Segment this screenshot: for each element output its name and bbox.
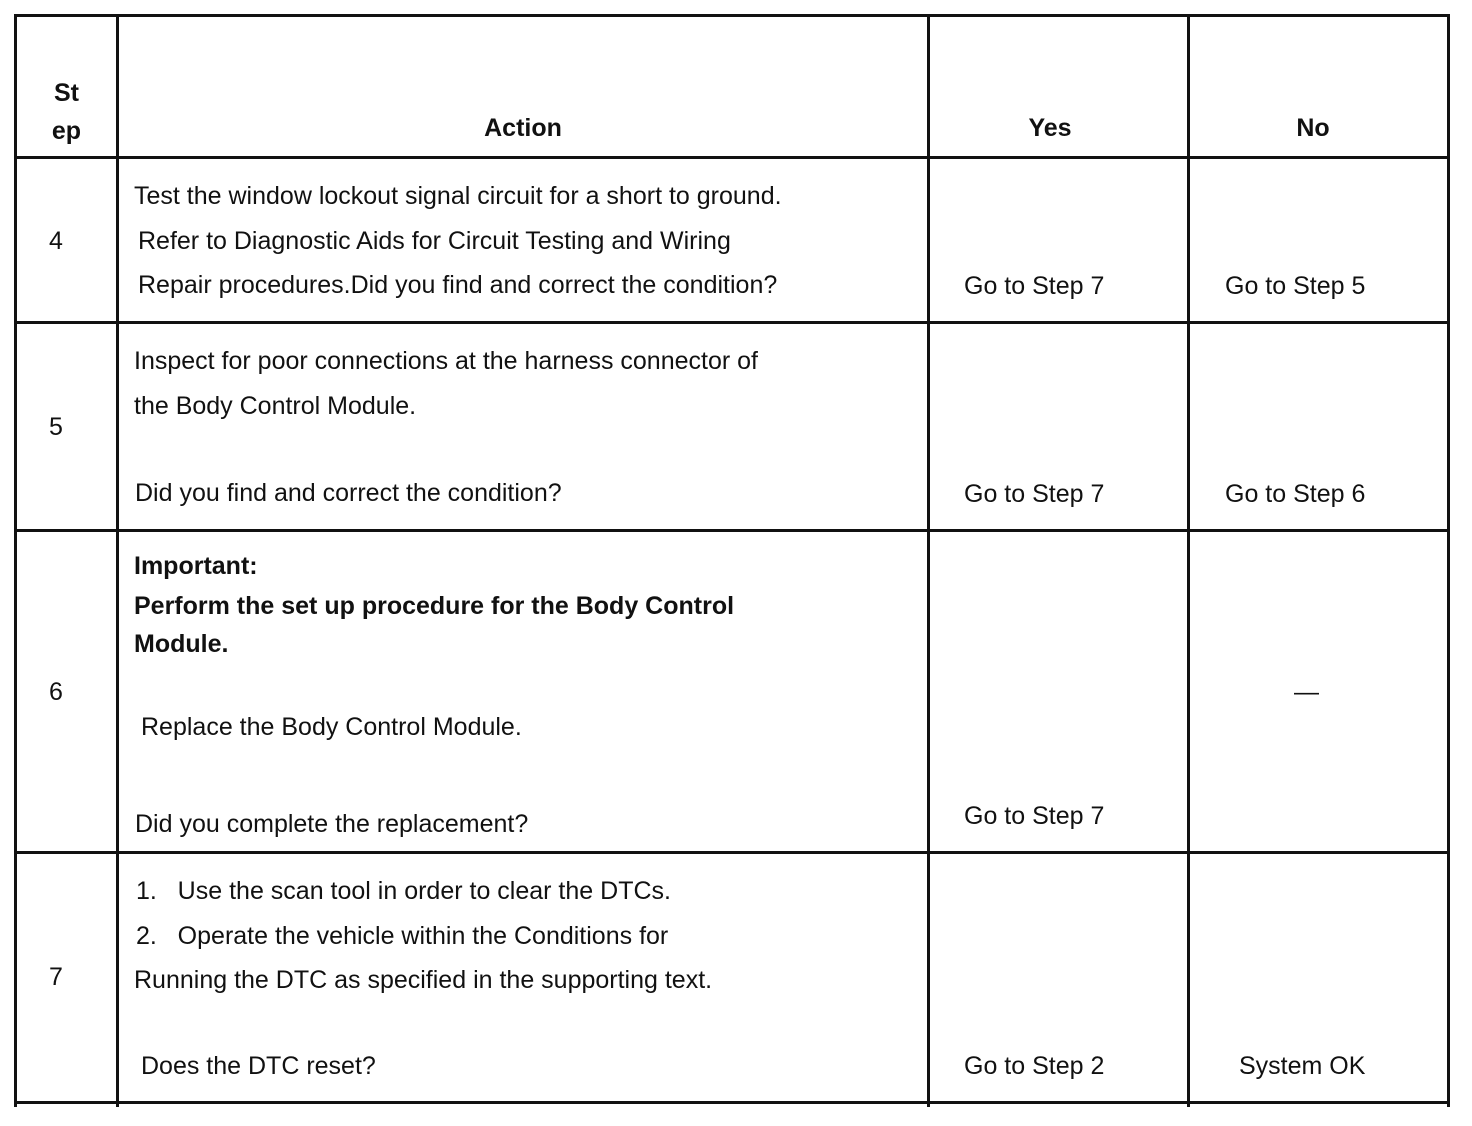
column-divider bbox=[116, 14, 119, 1107]
important-note-line: Perform the set up procedure for the Body Control bbox=[134, 592, 735, 620]
header-divider bbox=[14, 156, 1450, 159]
header-no: No bbox=[1296, 114, 1330, 142]
header-yes: Yes bbox=[1028, 114, 1072, 142]
action-line: the Body Control Module. bbox=[134, 392, 417, 420]
table-border-right bbox=[1447, 14, 1450, 1107]
step-number: 5 bbox=[49, 413, 63, 441]
action-line: Test the window lockout signal circuit for a short to ground. bbox=[134, 182, 782, 210]
header-step-line2: ep bbox=[51, 117, 82, 145]
action-line: Repair procedures.Did you find and correct the condition? bbox=[138, 271, 778, 299]
step-number: 7 bbox=[49, 963, 63, 991]
action-line: 2. Operate the vehicle within the Conditions for bbox=[136, 922, 669, 950]
no-result: Go to Step 6 bbox=[1225, 480, 1366, 508]
no-result: Go to Step 5 bbox=[1225, 272, 1366, 300]
yes-result: Go to Step 7 bbox=[964, 272, 1105, 300]
action-line: Did you complete the replacement? bbox=[135, 810, 529, 838]
header-step bbox=[17, 74, 116, 150]
important-label: Important: bbox=[134, 552, 258, 580]
yes-result: Go to Step 2 bbox=[964, 1052, 1105, 1080]
no-result: System OK bbox=[1239, 1052, 1366, 1080]
action-line: Does the DTC reset? bbox=[141, 1052, 376, 1080]
row-divider bbox=[14, 529, 1450, 532]
table-border-top bbox=[14, 14, 1450, 17]
action-line: Replace the Body Control Module. bbox=[141, 713, 522, 741]
step-number: 4 bbox=[49, 227, 63, 255]
no-result-dash: — bbox=[1294, 678, 1319, 706]
step-number: 6 bbox=[49, 678, 63, 706]
action-line: Inspect for poor connections at the harness connector of bbox=[134, 347, 758, 375]
row-divider bbox=[14, 851, 1450, 854]
column-divider bbox=[1187, 14, 1190, 1107]
table-border-bottom bbox=[14, 1101, 1450, 1104]
row-divider bbox=[14, 321, 1450, 324]
important-note-line: Module. bbox=[134, 630, 229, 658]
header-action: Action bbox=[484, 114, 562, 142]
column-divider bbox=[927, 14, 930, 1107]
table-border-left bbox=[14, 14, 17, 1107]
action-line: Refer to Diagnostic Aids for Circuit Testing and Wiring bbox=[138, 227, 731, 255]
action-line: Did you find and correct the condition? bbox=[135, 479, 562, 507]
header-step-line1: St bbox=[54, 79, 79, 107]
action-line: Running the DTC as specified in the supporting text. bbox=[134, 966, 713, 994]
yes-result: Go to Step 7 bbox=[964, 802, 1105, 830]
yes-result: Go to Step 7 bbox=[964, 480, 1105, 508]
action-line: 1. Use the scan tool in order to clear the DTCs. bbox=[136, 877, 671, 905]
